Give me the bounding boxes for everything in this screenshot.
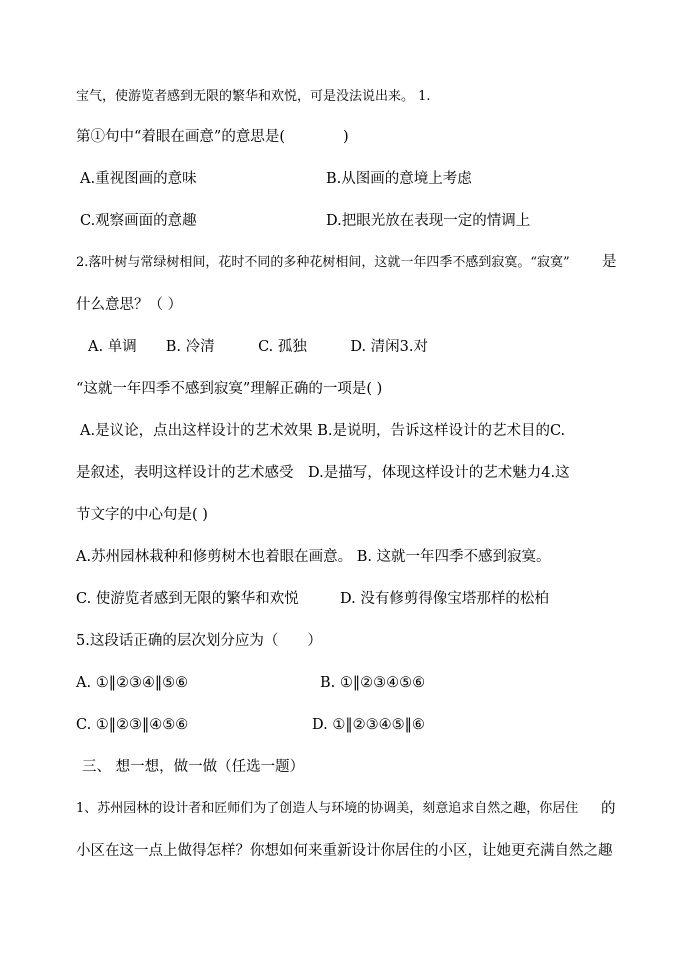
question-3-options-cont: 是叙述，表明这样设计的艺术感受 D.是描写，体现这样设计的艺术魅力4.这 — [76, 465, 570, 481]
text-line: 宝气，使游览者感到无限的繁华和欢悦，可是没法说出来。 1. — [76, 89, 431, 104]
question-3-stem: “这就一年四季不感到寂寞”理解正确的一项是( ) — [76, 381, 383, 397]
question-5-stem: 5.这段话正确的层次划分应为（ ） — [76, 633, 322, 649]
text-fragment: 的 — [601, 801, 616, 817]
question-4-options: A.苏州园林栽种和修剪树木也着眼在画意。 B. 这就一年四季不感到寂寞。 — [76, 549, 551, 565]
task-1-stem: 1、苏州园林的设计者和匠师们为了创造人与环境的协调美，刻意追求自然之趣，你居住 — [76, 801, 579, 816]
question-4-stem: 节文字的中心句是( ) — [76, 507, 208, 523]
question-2-stem-cont: 什么意思？（ ） — [76, 297, 183, 313]
option-5d: D. ①‖②③④⑤‖⑥ — [312, 717, 425, 733]
task-1-stem-cont: 小区在这一点上做得怎样？你想如何来重新设计你居住的小区，让她更充满自然之趣 — [76, 843, 613, 859]
section-heading: 三、 想一想，做一做（任选一题） — [82, 759, 305, 775]
option-1c: C.观察画面的意趣 — [80, 213, 197, 229]
option-5c: C. ①‖②③‖④⑤⑥ — [76, 717, 189, 733]
option-1b: B.从图画的意境上考虑 — [326, 171, 472, 187]
option-1d: D.把眼光放在表现一定的情调上 — [326, 213, 531, 229]
question-3-options: A.是议论，点出这样设计的艺术效果 B.是说明，告诉这样设计的艺术目的C. — [80, 423, 566, 439]
option-4c: C. 使游览者感到无限的繁华和欢悦 — [76, 591, 299, 607]
option-5a: A. ①‖②③④‖⑤⑥ — [76, 675, 189, 691]
option-5b: B. ①‖②③④⑤⑥ — [320, 675, 426, 691]
option-4d: D. 没有修剪得像宝塔那样的松柏 — [340, 591, 549, 607]
question-2-stem: 2.落叶树与常绿树相间，花时不同的多种花树相间，这就一年四季不感到寂寞。“寂寞” — [76, 255, 570, 270]
question-1-stem: 第①句中“着眼在画意”的意思是( ) — [76, 129, 349, 145]
question-2-options: A. 单调 B. 冷清 C. 孤独 D. 清闲3.对 — [88, 339, 429, 355]
text-fragment: 是 — [602, 254, 617, 270]
option-1a: A.重视图画的意味 — [80, 171, 197, 187]
